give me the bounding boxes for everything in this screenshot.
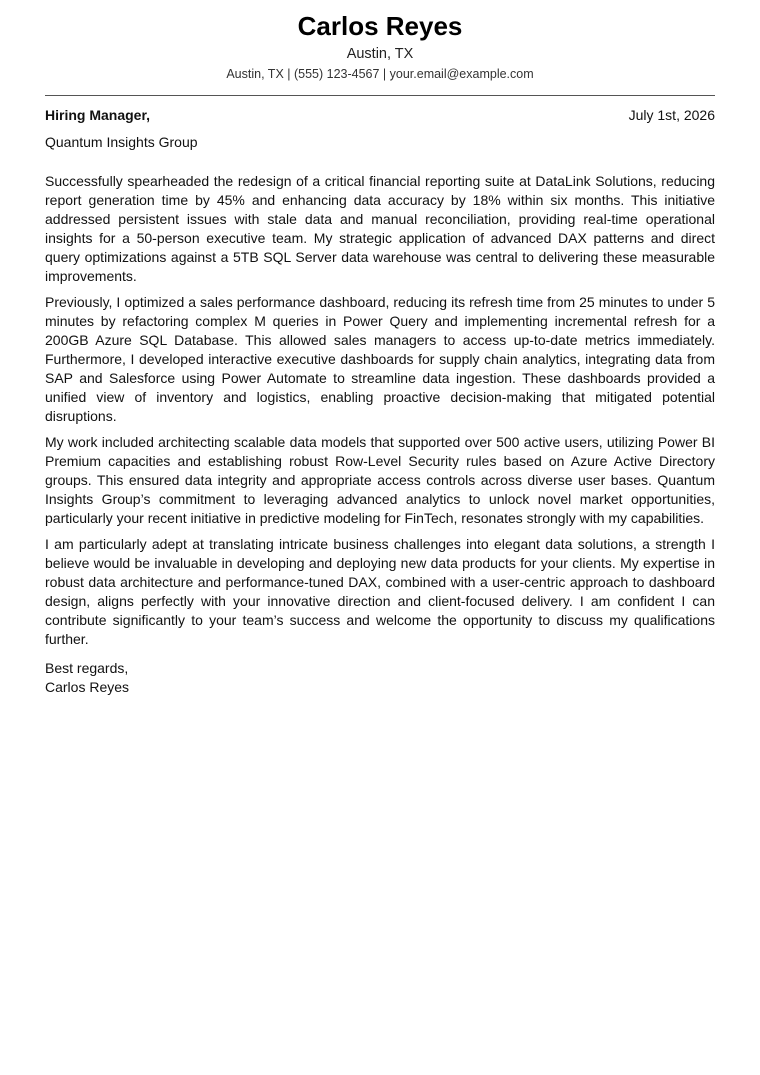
body-paragraph: My work included architecting scalable data models that supported over 500 active users, utilizing Power BI Premium capacities and establishing robust Row-Level Security rules based on Azure Active Directory groups. This ensured data integrity and appropriate access controls across diverse user bases. Quantum Insights Group’s commitment to leveraging advanced analytics to unlock novel market opportunities, particularly your recent initiative in predictive modeling for FinTech, resonates strongly with my capabilities.: [45, 434, 715, 526]
header-divider: [45, 95, 715, 96]
salutation: Hiring Manager,: [45, 107, 151, 123]
applicant-name: Carlos Reyes: [297, 11, 463, 41]
applicant-contact-line: Austin, TX | (555) 123-4567 | your.email@example.com: [226, 67, 534, 81]
letter-date: July 1st, 2026: [628, 107, 715, 123]
body-paragraph: I am particularly adept at translating intricate business challenges into elegant data solutions, a strength I believe would be invaluable in developing and deploying new data products for your clients. My expertise in robust data architecture and performance-tuned DAX, combined with a user-centric approach to dashboard design, aligns perfectly with your innovative direction and client-focused delivery. I am confident I can contribute significantly to your team’s success and welcome the opportunity to discuss my qualifications further.: [45, 536, 715, 647]
signature-name: Carlos Reyes: [45, 679, 130, 695]
closing-phrase: Best regards,: [45, 660, 129, 676]
letter-body: [45, 172, 715, 649]
letter-closing: [45, 659, 715, 697]
letter-header: [45, 10, 715, 83]
body-paragraph: Successfully spearheaded the redesign of a critical financial reporting suite at DataLink Solutions, reducing report generation time by 45% and enhancing data accuracy by 18% within six months. This initiative addressed persistent issues with stale data and manual reconciliation, providing real-time operational insights for a 50-person executive team. My strategic application of advanced DAX patterns and direct query optimizations against a 5TB SQL Server data warehouse was central to delivering these measurable improvements.: [45, 173, 715, 284]
applicant-location: Austin, TX: [346, 46, 414, 62]
body-paragraph: Previously, I optimized a sales performance dashboard, reducing its refresh time from 25 minutes to under 5 minutes by refactoring complex M queries in Power Query and implementing incremental refresh for a 200GB Azure SQL Database. This allowed sales managers to access up-to-date metrics immediately. Furthermore, I developed interactive executive dashboards for supply chain analytics, integrating data from SAP and Salesforce using Power Automate to streamline data ingestion. These dashboards provided a unified view of inventory and logistics, enabling proactive decision-making that mitigated potential disruptions.: [45, 294, 715, 424]
greeting-row: [45, 106, 715, 125]
recipient-company: Quantum Insights Group: [45, 134, 198, 150]
